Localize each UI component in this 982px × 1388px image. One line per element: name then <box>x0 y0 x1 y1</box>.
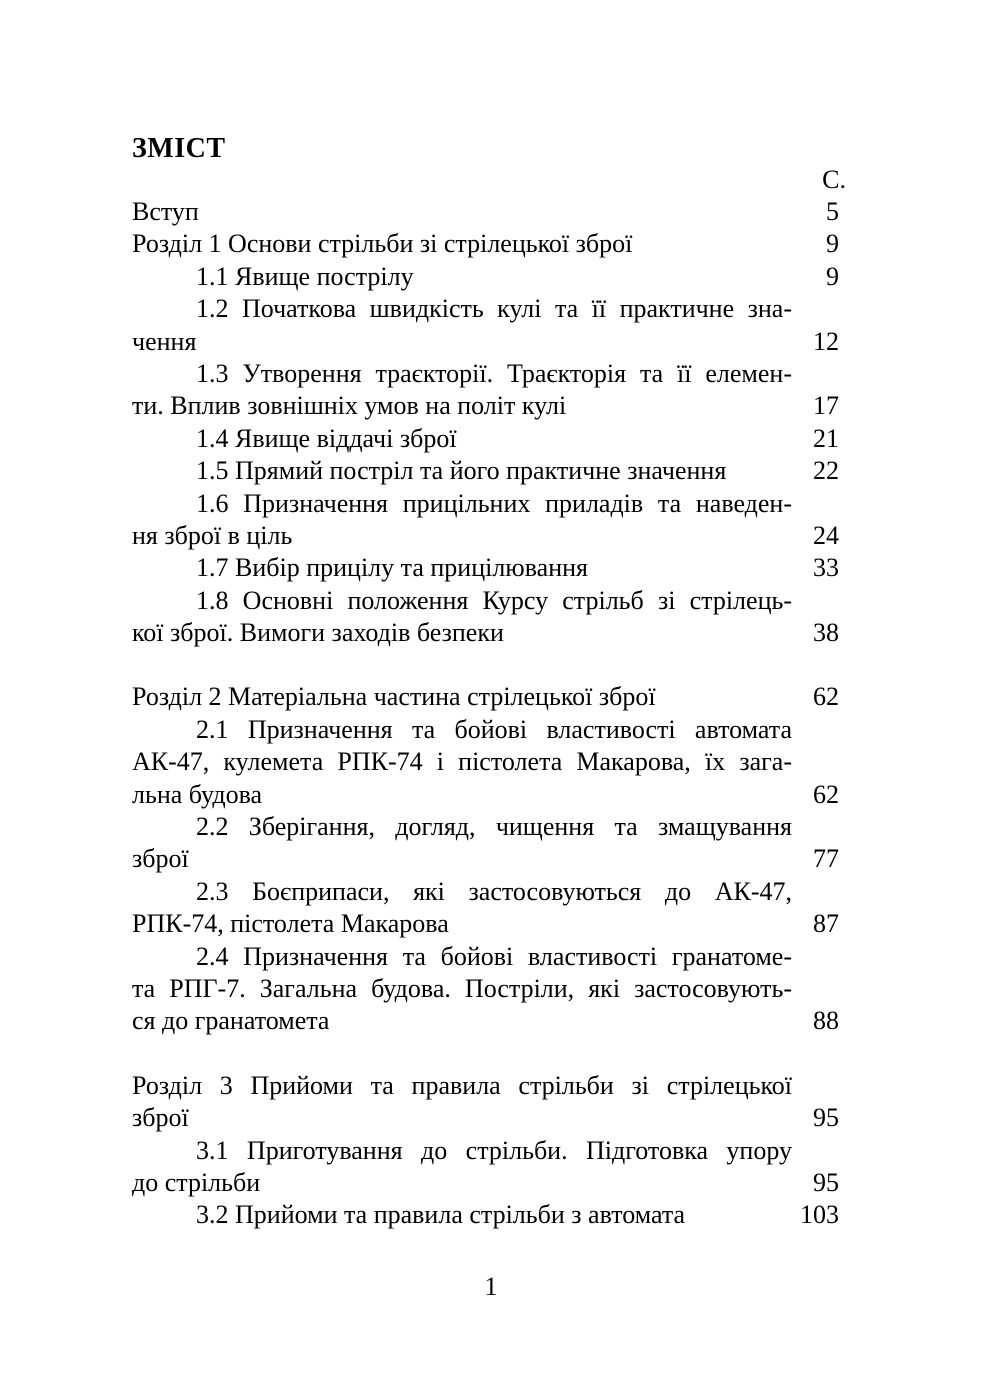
toc-entry-text: 1.4 Явище віддачі зброї <box>196 423 457 453</box>
toc-entry-page: 87 <box>813 909 839 939</box>
toc-entry-page: 21 <box>813 423 839 453</box>
toc-entry-text: Вступ <box>132 197 199 226</box>
toc-entry-row <box>132 326 847 358</box>
toc-entry <box>132 876 847 941</box>
toc-entry-text: АК-47, кулемета РПК-74 і пістолета Макарова, їх зага- <box>132 747 792 777</box>
toc-entry <box>132 714 847 811</box>
toc-entry-page: 9 <box>826 261 839 291</box>
toc-entry-text: зброї <box>132 844 189 874</box>
toc-entry <box>132 941 847 1038</box>
toc-entry-page: 88 <box>813 1006 839 1036</box>
toc-entry-text: та РПГ-7. Загальна будова. Постріли, які застосовують- <box>132 973 792 1003</box>
toc-entry <box>132 585 847 650</box>
toc-entry <box>132 228 847 260</box>
toc-entry-text: 1.7 Вибір прицілу та прицілювання <box>196 553 588 583</box>
toc-entry-row <box>132 779 847 811</box>
page-title: ЗМІСТ <box>132 133 226 164</box>
toc-entry-row <box>132 196 847 228</box>
toc-entry-row <box>132 520 847 552</box>
toc-entry-row <box>132 1167 847 1199</box>
toc-entry-text: 2.3 Боєприпаси, які застосовуються до АК-47, <box>196 876 792 906</box>
toc-entry-page: 9 <box>826 229 839 259</box>
toc-entry <box>132 455 847 487</box>
page-column-header: С. <box>822 165 846 194</box>
toc-entry-row <box>132 1102 847 1134</box>
toc-entry-page: 24 <box>813 520 839 550</box>
toc-entry-text: 1.1 Явище пострілу <box>196 261 414 291</box>
toc-entry <box>132 1199 847 1231</box>
toc-entry-text: 2.2 Зберігання, догляд, чищення та змащування <box>196 812 792 842</box>
toc-entry-text: кої зброї. Вимоги заходів безпеки <box>132 618 504 648</box>
toc-entry-page: 22 <box>813 456 839 486</box>
toc-entry-page: 62 <box>813 779 839 809</box>
toc-entry-page: 33 <box>813 553 839 583</box>
toc-entry-row <box>132 1199 847 1231</box>
toc-entry-text: ся до гранатомета <box>132 1006 330 1036</box>
toc-entry-text: 3.2 Прийоми та правила стрільби з автомата <box>196 1200 686 1230</box>
toc-entry-text: Розділ 3 Прийоми та правила стрільби зі стрілецької <box>132 1070 792 1100</box>
toc-entry-text: ня зброї в ціль <box>132 520 293 550</box>
toc-entry-row <box>132 261 847 293</box>
toc-entry-row <box>132 1005 847 1037</box>
toc-entry-page: 62 <box>813 682 839 712</box>
toc-entry <box>132 552 847 584</box>
toc-entry-text: зброї <box>132 1103 189 1133</box>
toc-entry-text: 2.1 Призначення та бойові властивості автомата <box>196 714 792 744</box>
toc-entry-text: Розділ 1 Основи стрільби зі стрілецької зброї <box>132 229 633 259</box>
toc-entry <box>132 293 847 358</box>
toc-entry-row <box>132 681 847 713</box>
toc-entry-text: чення <box>132 326 197 356</box>
toc-entry-page: 95 <box>813 1103 839 1133</box>
toc-entry-text: до стрільби <box>132 1167 261 1197</box>
toc-entry-page: 103 <box>800 1200 839 1230</box>
toc-entry-row <box>132 843 847 875</box>
toc-entry-page: 38 <box>813 618 839 648</box>
toc-entry-text: 1.6 Призначення прицільних приладів та наведен- <box>196 488 792 518</box>
toc-entry-text: РПК-74, пістолета Макарова <box>132 909 449 939</box>
toc-entry-row <box>132 423 847 455</box>
toc-entry-page: 95 <box>813 1167 839 1197</box>
toc-entry <box>132 1070 847 1135</box>
toc-entry <box>132 196 847 228</box>
toc-entry-row <box>132 390 847 422</box>
toc-entry-page: 5 <box>826 197 839 226</box>
page-number: 1 <box>484 1272 498 1301</box>
toc-entry <box>132 488 847 553</box>
toc-entry-row <box>132 617 847 649</box>
toc-entry-page: 17 <box>813 391 839 421</box>
toc-entry <box>132 1135 847 1200</box>
toc-entry-page: 77 <box>813 844 839 874</box>
toc-entry <box>132 261 847 293</box>
toc-entry-row <box>132 908 847 940</box>
toc-entry-page: 12 <box>813 326 839 356</box>
toc-entry-text: льна будова <box>132 779 263 809</box>
toc-entry-text: 1.5 Прямий постріл та його практичне значення <box>196 456 727 486</box>
toc-entry-text: Розділ 2 Матеріальна частина стрілецької зброї <box>132 682 656 712</box>
toc-entry <box>132 423 847 455</box>
table-of-contents <box>132 196 847 1232</box>
toc-entry-row <box>132 228 847 260</box>
toc-entry-row <box>132 455 847 487</box>
toc-entry-row <box>132 552 847 584</box>
toc-entry-text: 1.2 Початкова швидкість кулі та її практичне зна- <box>196 294 792 324</box>
toc-entry <box>132 358 847 423</box>
toc-entry-text: 3.1 Приготування до стрільби. Підготовка упору <box>196 1135 792 1165</box>
toc-entry <box>132 811 847 876</box>
toc-entry <box>132 681 847 713</box>
toc-entry-text: 2.4 Призначення та бойові властивості гранатоме- <box>196 941 792 971</box>
toc-entry-text: ти. Вплив зовнішніх умов на політ кулі <box>132 391 567 421</box>
toc-entry-text: 1.8 Основні положення Курсу стрільб зі стрілець- <box>196 585 792 615</box>
toc-entry-text: 1.3 Утворення траєкторії. Траєкторія та її елемен- <box>196 358 792 388</box>
